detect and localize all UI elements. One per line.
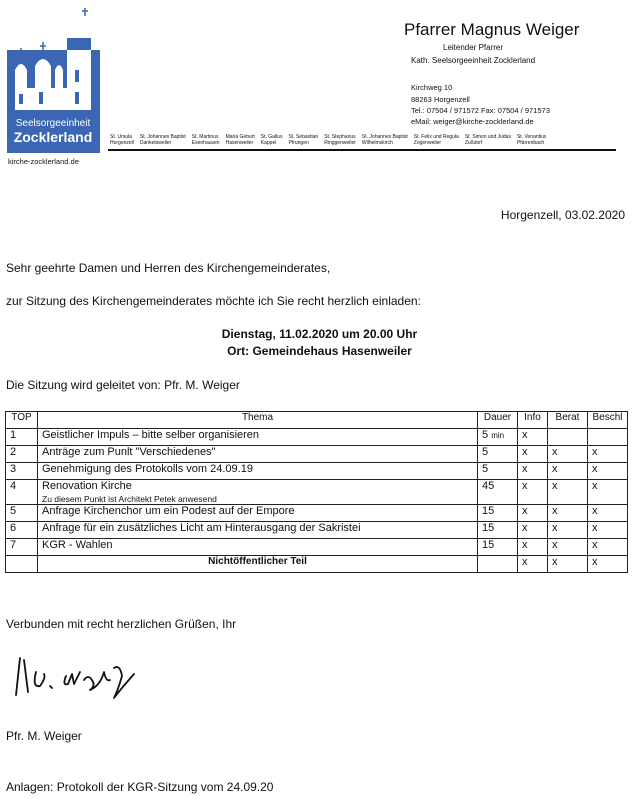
info-cell: x [518,505,548,522]
table-row [6,429,628,446]
col-header: Berat [548,412,588,429]
col-header: Thema [38,412,478,429]
parish-item: St. Venantius Pfärrenbach [516,134,547,146]
table-row [6,480,628,505]
info-cell: x [518,463,548,480]
agenda-table [5,411,628,573]
parish-item: St. Gallus Kappel [260,134,283,146]
attachments: Anlagen: Protokoll der KGR-Sitzung vom 24.09.20 [6,780,274,794]
beschl-cell: x [588,446,628,463]
top-cell: 5 [6,505,38,522]
beschl-cell: x [588,539,628,556]
dauer-cell [478,556,518,573]
top-cell: 3 [6,463,38,480]
chair-text: Die Sitzung wird geleitet von: Pfr. M. Weiger [6,378,240,392]
sender-phone: Tel.: 07504 / 971572 Fax: 07504 / 971573 [411,106,550,115]
table-row [6,463,628,480]
berat-cell: x [548,522,588,539]
berat-cell: x [548,539,588,556]
table-row [6,505,628,522]
logo-line1: Seelsorgeeinheit [15,118,91,129]
col-header: Beschl [588,412,628,429]
sender-name: Pfarrer Magnus Weiger [404,20,580,39]
beschl-cell: x [588,556,628,573]
info-cell: x [518,446,548,463]
thema-cell: Anfrage für ein zusätzliches Licht am Hinterausgang der Sakristei [38,522,478,539]
parish-item: St. Simon und Judas Zußdorf [464,134,511,146]
meeting-place: Ort: Gemeindehaus Hasenweiler [227,344,412,358]
signature [10,650,150,705]
beschl-cell: x [588,505,628,522]
dauer-cell: 5 [478,446,518,463]
closed-label: Nichtöffentlicher Teil [38,556,478,573]
intro-text: zur Sitzung des Kirchengemeinderates möchte ich Sie recht herzlich einladen: [6,294,421,308]
table-row-closed [6,556,628,573]
top-cell [6,556,38,573]
info-cell: x [518,522,548,539]
top-cell: 6 [6,522,38,539]
parish-item: St. Felix und Regula Zogenweiler [413,134,459,146]
parish-list [110,134,552,146]
thema-cell: Anfrage Kirchenchor um ein Podest auf der Empore [38,505,478,522]
info-cell: x [518,480,548,505]
top-cell: 7 [6,539,38,556]
dauer-cell: 15 [478,505,518,522]
closing-text: Verbunden mit recht herzlichen Grüßen, Ihr [6,617,237,631]
dauer-cell: 15 [478,522,518,539]
sender-street: Kirchweg 10 [411,83,453,92]
info-cell: x [518,556,548,573]
signer-name: Pfr. M. Weiger [6,729,82,743]
berat-cell: x [548,463,588,480]
meeting-time: Dienstag, 11.02.2020 um 20.00 Uhr [221,327,418,341]
info-cell: x [518,429,548,446]
sender-unit: Kath. Seelsorgeeinheit Zocklerland [411,56,536,65]
parish-logo [7,8,100,153]
berat-cell: x [548,480,588,505]
berat-cell: x [548,505,588,522]
salutation: Sehr geehrte Damen und Herren des Kirchengemeinderates, [6,261,331,275]
parish-item: St. Ursula Horgenzell [110,134,134,146]
beschl-cell: x [588,463,628,480]
table-row [6,539,628,556]
dauer-cell: 5 min [478,429,518,446]
thema-cell: Geistlicher Impuls – bitte selber organisieren [38,429,478,446]
berat-cell: x [548,556,588,573]
website: kirche-zocklerland.de [8,157,79,166]
berat-cell [548,429,588,446]
dauer-cell: 45 [478,480,518,505]
berat-cell: x [548,446,588,463]
parish-item: St. Johannes Baptist Danketsweiler [139,134,186,146]
header-rule [108,149,616,151]
thema-note: Zu diesem Punkt ist Architekt Petek anwesend [42,494,217,504]
thema-cell: Genehmigung des Protokolls vom 24.09.19 [38,463,478,480]
beschl-cell [588,429,628,446]
parish-item: St. Sebastian Pfrungen [288,134,319,146]
sender-email[interactable]: eMail: weiger@kirche-zocklerland.de [411,117,534,126]
thema-cell: Renovation Kirche Zu diesem Punkt ist Architekt Petek anwesend [38,480,478,505]
beschl-cell: x [588,522,628,539]
logo-line2: Zocklerland [13,129,93,145]
thema-cell: KGR - Wahlen [38,539,478,556]
table-header [6,412,628,429]
table-row [6,446,628,463]
col-header: Info [518,412,548,429]
sender-role: Leitender Pfarrer [443,43,504,52]
dauer-cell: 15 [478,539,518,556]
parish-item: St. Johannes Baptist Wilhelmskirch [361,134,408,146]
thema-cell: Anträge zum Punlt "Verschiedenes" [38,446,478,463]
col-header: TOP [6,412,38,429]
col-header: Dauer [478,412,518,429]
top-cell: 4 [6,480,38,505]
parish-item: St. Stephanus Ringgenweiler [324,134,356,146]
sender-city: 88263 Horgenzell [411,95,470,104]
parish-item: St. Martinus Esenhausen [191,134,220,146]
letter-date: Horgenzell, 03.02.2020 [500,208,625,222]
top-cell: 2 [6,446,38,463]
table-row [6,522,628,539]
beschl-cell: x [588,480,628,505]
top-cell: 1 [6,429,38,446]
parish-item: Mariä Geburt Hasenweiler [225,134,255,146]
info-cell: x [518,539,548,556]
dauer-cell: 5 [478,463,518,480]
